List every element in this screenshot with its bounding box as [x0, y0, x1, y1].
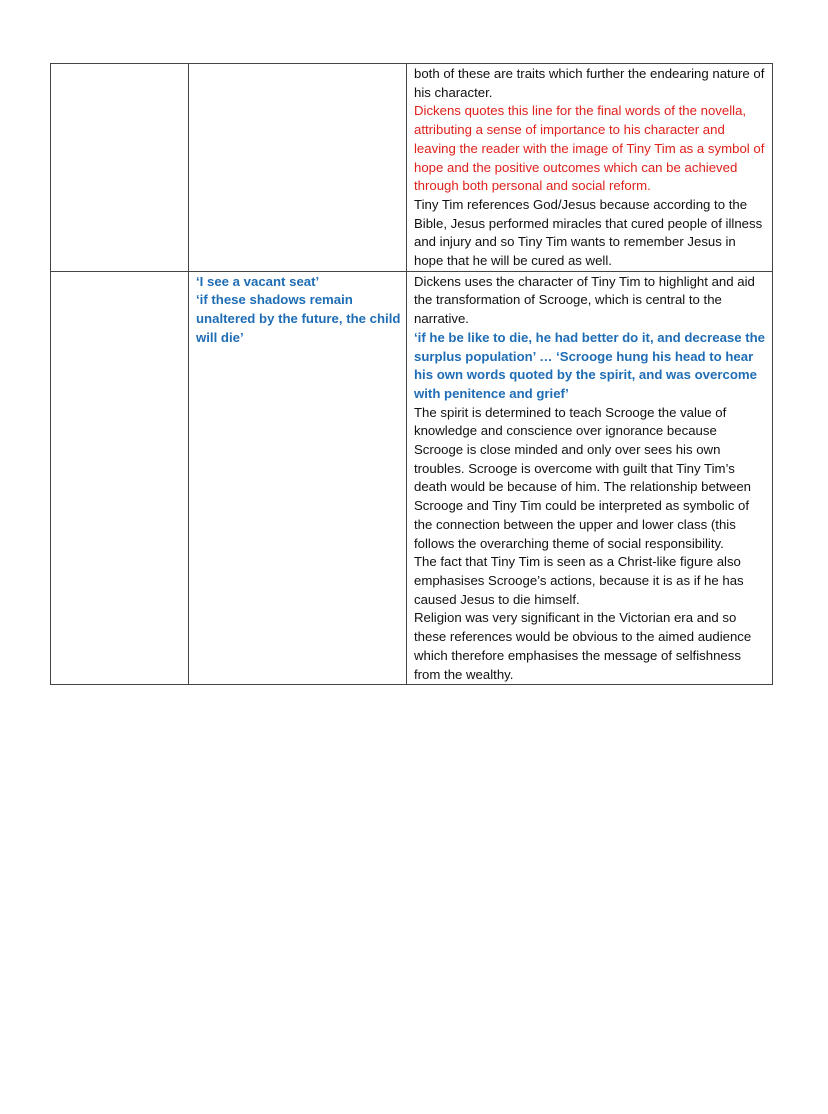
analysis-paragraph: Religion was very significant in the Victorian era and so these references would be obvious to the aimed audience which therefore emphasises the message of selfishness from the wealthy.	[414, 610, 752, 682]
analysis-table	[50, 63, 773, 685]
analysis-paragraph: The spirit is determined to teach Scrooge the value of knowledge and conscience over ignorance because Scrooge is close minded and only over sees his own troubles. Scrooge is overcome with guilt that Tiny Tim’s death would be because of him. The relationship between Scrooge and Tiny Tim could be interpreted as symbolic of the connection between the upper and lower class (this follows the overarching theme of social responsibility.	[414, 404, 751, 551]
row2-col3-cell	[407, 271, 773, 684]
row2-col1-cell	[51, 271, 189, 684]
table-row	[51, 64, 773, 272]
table-row	[51, 271, 773, 684]
analysis-quote-blue: ‘if he be like to die, he had better do it, and decrease the surplus population’ … ‘Scrooge hung his head to hear his own words quoted by the spirit, and was overcome with penitence and grief’	[414, 329, 766, 401]
analysis-paragraph-red: Dickens quotes this line for the final words of the novella, attributing a sense of importance to his character and leaving the reader with the image of Tiny Tim as a symbol of hope and the positive outcomes which can be achieved through both personal and social reform.	[414, 103, 765, 194]
quote-text: ‘if these shadows remain unaltered by the future, the child will die’	[196, 292, 401, 345]
row1-col1-cell	[51, 64, 189, 272]
analysis-paragraph: Tiny Tim references God/Jesus because according to the Bible, Jesus performed miracles that cured people of illness and injury and so Tiny Tim wants to remember Jesus in hope that he will be cured as well.	[414, 196, 763, 269]
analysis-paragraph: The fact that Tiny Tim is seen as a Christ-like figure also emphasises Scrooge’s actions, because it is as if he has caused Jesus to die himself.	[414, 554, 744, 607]
row2-col2-cell	[189, 271, 407, 684]
row1-col2-cell	[189, 64, 407, 272]
analysis-paragraph: Dickens uses the character of Tiny Tim to highlight and aid the transformation of Scrooge, which is central to the narrative.	[414, 273, 755, 327]
analysis-paragraph: both of these are traits which further the endearing nature of his character.	[414, 66, 765, 100]
row1-col3-cell	[407, 64, 773, 272]
quote-text: ‘I see a vacant seat’	[196, 273, 320, 289]
